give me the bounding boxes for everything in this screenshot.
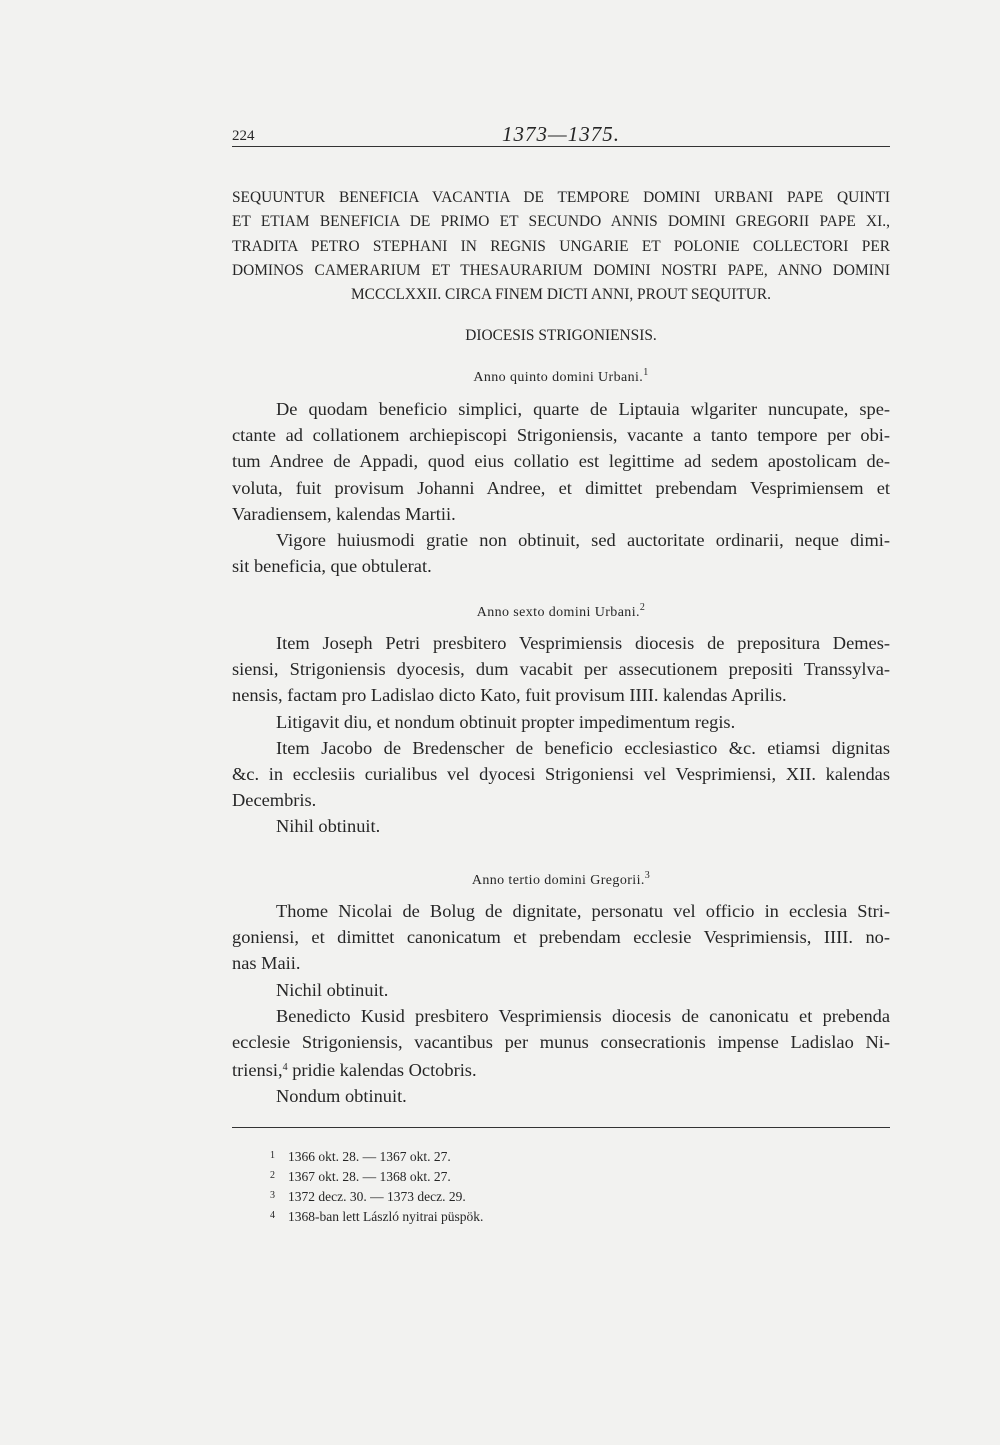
text-line: sit beneficia, que obtulerat. bbox=[232, 556, 432, 577]
footnote-mark: 2 bbox=[270, 1170, 275, 1181]
text-line: goniensi, et dimittet canonicatum et prebendam ecclesie Vesprimiensis, IIII. no- bbox=[232, 927, 890, 948]
page-header bbox=[232, 122, 890, 147]
heading-line: TRADITA PETRO STEPHANI IN REGNIS UNGARIE ET POLONIE COLLECTORI PER bbox=[232, 237, 890, 255]
footnote-mark: 3 bbox=[270, 1190, 275, 1201]
entry-block bbox=[232, 898, 890, 1110]
text-line: Litigavit diu, et nondum obtinuit propter impedimentum regis. bbox=[276, 711, 736, 732]
text-line: siensi, Strigoniensis dyocesis, dum vacabit per assecutionem prepositi Transsylva- bbox=[232, 659, 890, 680]
footnote bbox=[270, 1146, 483, 1166]
text-line: nensis, factam pro Ladislao dicto Kato, fuit provisum IIII. kalendas Aprilis. bbox=[232, 685, 787, 706]
footnote-mark: 1 bbox=[270, 1150, 275, 1161]
text-line: Varadiensem, kalendas Martii. bbox=[232, 503, 456, 524]
entry-block bbox=[232, 630, 890, 840]
footnotes bbox=[270, 1146, 483, 1226]
text-line: Benedicto Kusid presbitero Vesprimiensis diocesis de canonicatu et prebenda bbox=[276, 1005, 890, 1026]
text-fragment: pridie kalendas Octobris. bbox=[292, 1060, 477, 1081]
text-line: Nihil obtinuit. bbox=[276, 816, 381, 837]
text-line: ctante ad collationem archiepiscopi Strigoniensis, vacante a tanto tempore per obi- bbox=[232, 425, 890, 446]
year-heading-text: Anno sexto domini Urbani. bbox=[476, 605, 640, 620]
text-line: De quodam beneficio simplici, quarte de Liptauia wlgariter nuncupate, spe- bbox=[276, 399, 890, 419]
footnote-divider bbox=[232, 1127, 890, 1128]
footnote bbox=[270, 1186, 483, 1206]
page-number: 224 bbox=[232, 128, 255, 144]
footnote-ref: 3 bbox=[644, 870, 651, 881]
footnote-ref: 2 bbox=[639, 602, 646, 613]
footnote bbox=[270, 1206, 483, 1226]
heading-line: DOMINOS CAMERARIUM ET THESAURARIUM DOMINI NOSTRI PAPE, ANNO DOMINI bbox=[232, 261, 890, 279]
footnote-text: 1372 decz. 30. — 1373 decz. 29. bbox=[288, 1189, 466, 1204]
footnote-text: 1366 okt. 28. — 1367 okt. 27. bbox=[288, 1149, 451, 1164]
text-line: Item Joseph Petri presbitero Vesprimiensis diocesis de prepositura Demes- bbox=[276, 633, 890, 653]
text-line: Item Jacobo de Bredenscher de beneficio ecclesiastico &c. etiamsi dignitas bbox=[276, 737, 890, 758]
text-line: nas Maii. bbox=[232, 953, 301, 974]
heading-line: ET ETIAM BENEFICIA DE PRIMO ET SECUNDO ANNIS DOMINI GREGORII PAPE XI., bbox=[232, 213, 890, 231]
text-line: Vigore huiusmodi gratie non obtinuit, sed auctoritate ordinarii, neque dimi- bbox=[276, 530, 890, 551]
heading-line: SEQUUNTUR BENEFICIA VACANTIA DE TEMPORE DOMINI URBANI PAPE QUINTI bbox=[232, 189, 890, 206]
footnote-text: 1368-ban lett László nyitrai püspök. bbox=[288, 1209, 484, 1224]
text-line: Thome Nicolai de Bolug de dignitate, personatu vel officio in ecclesia Stri- bbox=[276, 901, 890, 921]
section-heading bbox=[232, 186, 890, 307]
running-title: 1373—1375. bbox=[502, 122, 620, 146]
year-heading bbox=[232, 602, 890, 621]
text-line bbox=[232, 1055, 890, 1083]
text-line: ecclesie Strigoniensis, vacantibus per munus consecrationis impense Ladislao Ni- bbox=[232, 1032, 890, 1053]
heading-line: MCCCLXXII. CIRCA FINEM DICTI ANNI, PROUT SEQUITUR. bbox=[351, 286, 771, 304]
text-line: voluta, fuit provisum Johanni Andree, et dimittet prebendam Vesprimiensem et bbox=[232, 477, 890, 498]
footnote-ref: 1 bbox=[643, 367, 649, 378]
year-heading-text: Anno tertio domini Gregorii. bbox=[471, 873, 645, 888]
year-heading bbox=[232, 367, 890, 386]
text-line: tum Andree de Appadi, quod eius collatio est legittime ad sedem apostolicam de- bbox=[232, 451, 890, 472]
text-line: Nichil obtinuit. bbox=[276, 979, 389, 1000]
entry-block bbox=[232, 396, 890, 579]
footnote bbox=[270, 1166, 483, 1186]
footnote-ref: 4 bbox=[282, 1062, 288, 1074]
text-fragment: triensi, bbox=[232, 1060, 283, 1081]
text-line: &c. in ecclesiis curialibus vel dyocesi Strigoniensi vel Vesprimiensi, XII. kalendas bbox=[232, 764, 890, 785]
diocese-heading: DIOCESIS STRIGONIENSIS. bbox=[465, 327, 657, 344]
year-heading-text: Anno quinto domini Urbani. bbox=[473, 370, 644, 385]
footnote-text: 1367 okt. 28. — 1368 okt. 27. bbox=[288, 1169, 451, 1184]
text-line: Nondum obtinuit. bbox=[276, 1086, 407, 1107]
text-line: Decembris. bbox=[232, 790, 317, 811]
footnote-mark: 4 bbox=[270, 1210, 275, 1221]
year-heading bbox=[232, 870, 890, 889]
